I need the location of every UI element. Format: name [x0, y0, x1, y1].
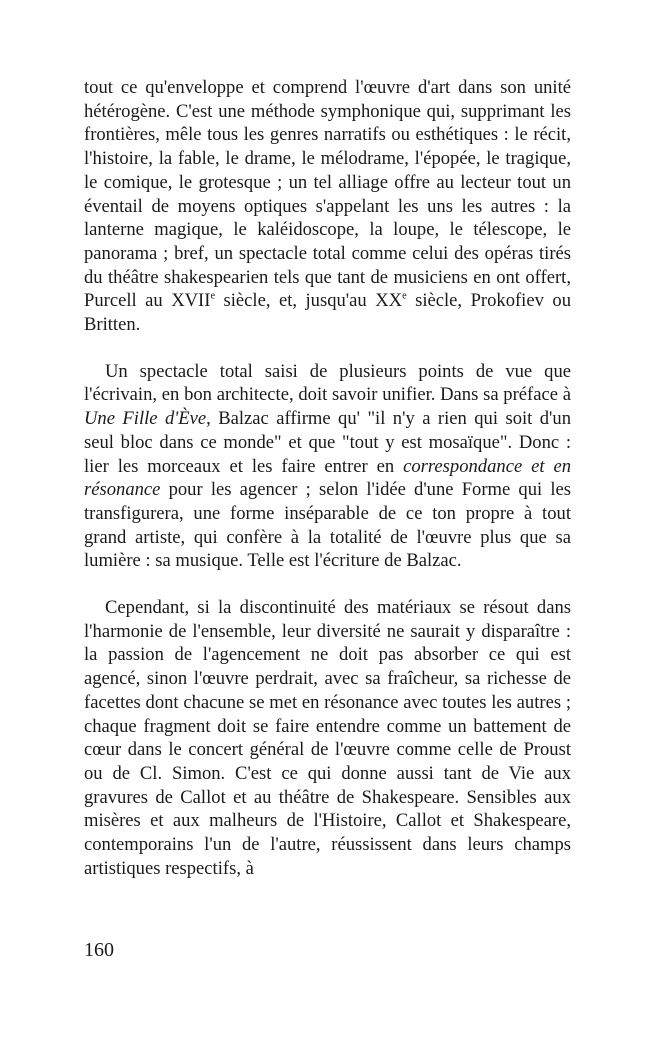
century-superscript: e — [402, 290, 407, 302]
paragraph-spacer — [84, 337, 571, 360]
paragraph-2-text-1: Un spectacle total saisi de plusieurs points de vue que l'écrivain, en bon architecte, doit savoir unifier. Dans sa préface à — [84, 360, 571, 406]
century-superscript: e — [210, 290, 215, 302]
paragraph-2-text-3: pour les agencer ; selon l'idée d'une Forme qui les transfigurera, une forme inséparable de ce ton propre à tout grand artiste, qui confère à la totalité de l'œuvre plus que sa lumière : sa musique. Telle est l'écriture de Balzac. — [84, 479, 571, 572]
paragraph-1-text-2: siècle, et, jusqu'au XX — [215, 290, 403, 312]
paragraph-3 — [84, 596, 571, 880]
page-body — [84, 76, 571, 881]
book-title-italic: Une Fille d'Ève — [84, 408, 207, 430]
page-number: 160 — [84, 939, 114, 961]
paragraph-2 — [84, 360, 571, 573]
emphasis-italic: correspondance et en résonance — [84, 455, 572, 501]
paragraph-1 — [84, 76, 571, 337]
paragraph-1-text-3: siècle, Prokofiev ou Britten. — [84, 290, 571, 336]
paragraph-spacer — [84, 573, 571, 596]
paragraph-3-text-1: Cependant, si la discontinuité des matériaux se résout dans l'harmonie de l'ensemble, leur diversité ne saurait y disparaître : la passion de l'agencement ne doit pas absorber ce qui est agencé, sinon l'œuvre perdrait, avec sa fraîcheur, sa richesse de facettes dont chacune se met en résonance avec toutes les autres ; chaque fragment doit se faire entendre comme un battement de cœur dans le concert général de l'œuvre comme celle de Proust ou de Cl. Simon. C'est ce qui donne aussi tant de Vie aux gravures de Callot et au théâtre de Shakespeare. Sensibles aux misères et aux malheurs de l'Histoire, Callot et Shakespeare, contemporains l'un de l'autre, réussissent dans leurs champs artistiques respectifs, à — [84, 597, 571, 879]
paragraph-2-text-2: , Balzac affirme qu' "il n'y a rien qui soit d'un seul bloc dans ce monde" et que "tout y est mosaïque". Donc : lier les morceaux et les faire entrer en — [84, 408, 572, 477]
paragraph-1-text-1: tout ce qu'enveloppe et comprend l'œuvre d'art dans son unité hétérogène. C'est une méthode symphonique qui, supprimant les frontières, mêle tous les genres narratifs ou esthétiques : le récit, l'histoire, la fable, le drame, le mélodrame, l'épopée, le tragique, le comique, le grotesque ; un tel alliage offre au lecteur tout un éventail de moyens optiques s'appelant les uns les autres : la lanterne magique, le kaléidoscope, la loupe, le télescope, le panorama ; bref, un spectacle total comme celui des opéras tirés du théâtre shakespearien tels que tant de musiciens en ont offert, Purcell au XVII — [84, 77, 571, 312]
